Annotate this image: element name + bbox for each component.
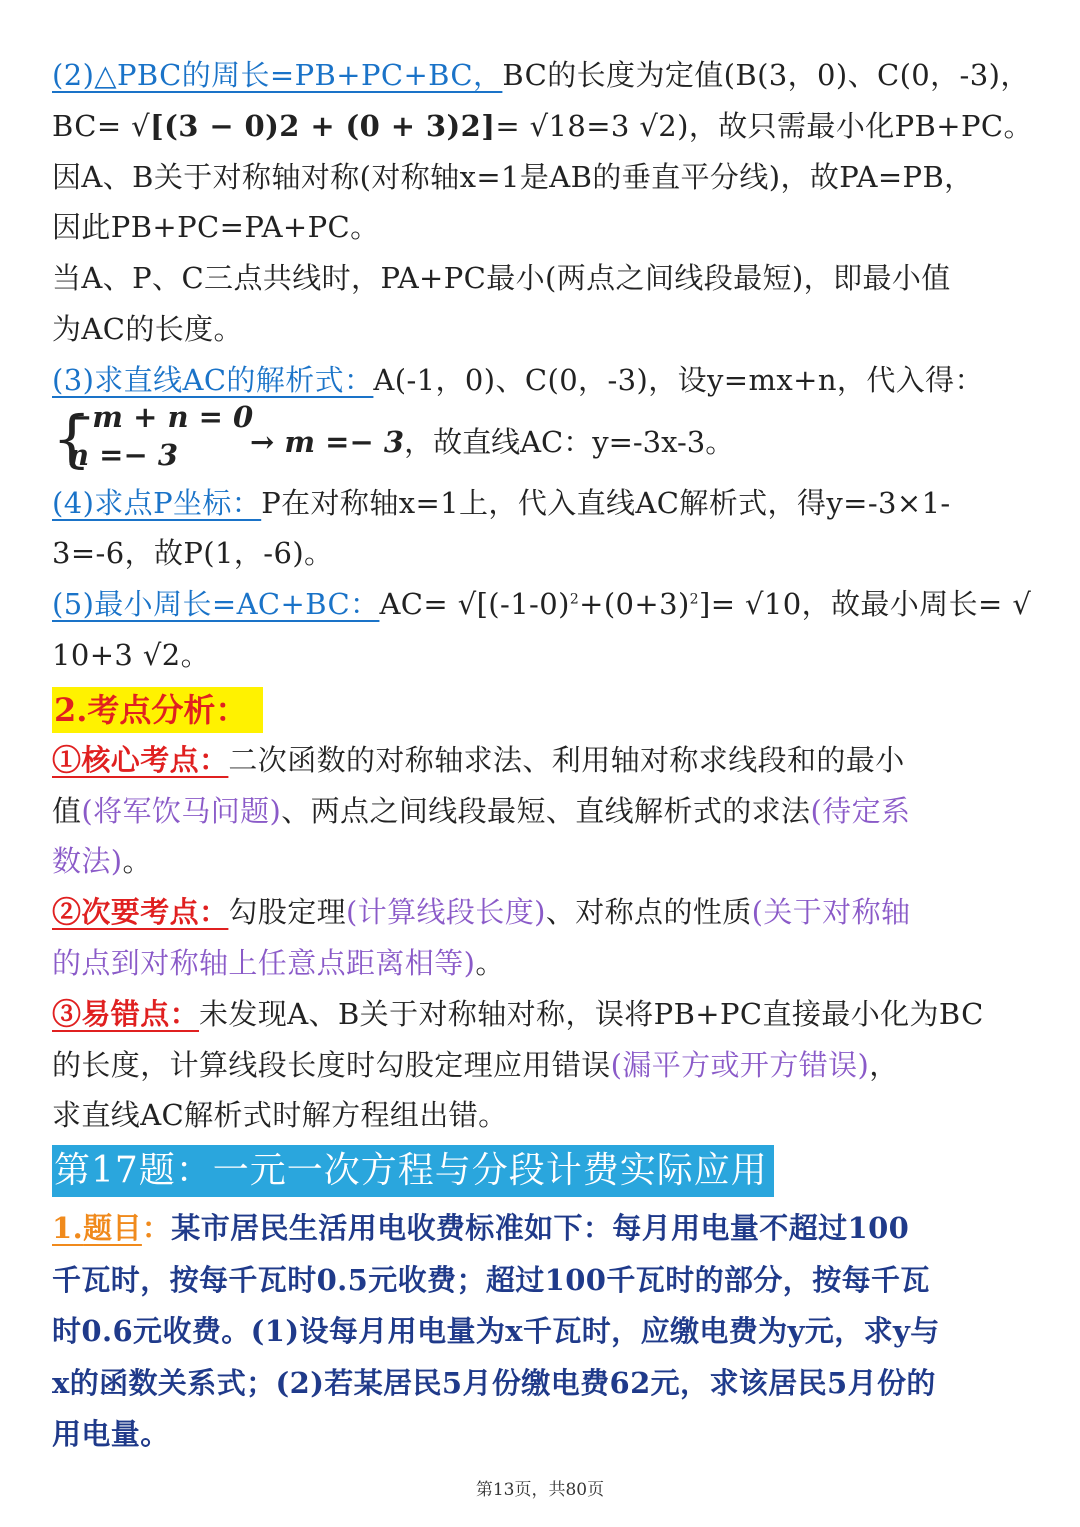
error-point-heading: ③易错点： <box>52 996 200 1031</box>
brace-symbol: { <box>52 401 92 475</box>
core-note-1: (将军饮马问题) <box>81 793 282 828</box>
result-line-ac: ，故直线AC：y=-3x-3。 <box>404 424 735 459</box>
page-footer: 第13页，共80页 <box>475 1480 605 1500</box>
secondary-point-line-1 <box>52 887 1032 938</box>
analysis-title-row <box>52 681 1032 735</box>
core-point-heading: ①核心考点： <box>52 742 229 777</box>
step-3-heading: (3)求直线AC的解析式： <box>52 362 374 397</box>
page-content <box>52 50 1032 1461</box>
problem-17-line-4: x的函数关系式；(2)若某居民5月份缴电费62元，求该居民5月份的 <box>52 1365 936 1400</box>
step-2-line-4: 因此PB+PC=PA+PC。 <box>52 210 380 245</box>
problem-17-banner: 第17题：一元一次方程与分段计费实际应用 <box>52 1145 774 1197</box>
problem-17-line-5: 用电量。 <box>52 1417 170 1452</box>
step-2-line-6: 为AC的长度。 <box>52 311 243 346</box>
step-2-text: BC的长度为定值(B(3，0)、C(0，-3)， <box>502 58 1030 92</box>
core-text-b: 、两点之间线段最短、直线解析式的求法 <box>281 793 811 828</box>
problem-17-line-3: 时0.6元收费。(1)设每月用电量为x千瓦时，应缴电费为y元，求y与 <box>52 1314 940 1349</box>
error-point-line-2 <box>52 1040 1032 1091</box>
solution-step-5 <box>52 579 1032 630</box>
error-text-a: 的长度，计算线段长度时勾股定理应用错误 <box>52 1047 611 1082</box>
problem-17-line-2: 千瓦时，按每千瓦时0.5元收费；超过100千瓦时的部分，按每千瓦 <box>52 1262 930 1297</box>
core-point-line-3 <box>52 836 1032 887</box>
equation-2: n =− 3 <box>68 437 179 472</box>
step-2-bc-formula: [(3 − 0)2 + (0 + 3)2] <box>150 108 496 143</box>
step-5-heading: (5)最小周长=AC+BC： <box>52 587 380 622</box>
step-2-line-2 <box>52 101 1032 152</box>
solution-step-3 <box>52 355 1032 406</box>
problem-17-banner-row <box>52 1141 1032 1203</box>
step-3-text: A(-1，0)、C(0，-3)，设y=mx+n，代入得： <box>373 362 984 397</box>
secondary-note-2: (关于对称轴 <box>751 895 911 930</box>
core-point-line-1 <box>52 735 1032 786</box>
problem-heading-word: 题目 <box>83 1211 142 1246</box>
step-2-line-5: 当A、P、C三点共线时，PA+PC最小(两点之间线段最短)，即最小值 <box>52 261 951 296</box>
secondary-text-b: 、对称点的性质 <box>545 895 752 930</box>
step-4-line-2: 3=-6，故P(1，-6)。 <box>52 536 334 571</box>
core-end: 。 <box>122 844 152 879</box>
superscript-2: 2 <box>689 591 699 608</box>
step-4-heading: (4)求点P坐标： <box>52 485 262 520</box>
step-5-text-a: AC= √[(-1-0) <box>379 587 570 622</box>
error-point-line-3: 求直线AC解析式时解方程组出错。 <box>52 1098 508 1133</box>
equation-system <box>52 399 1032 478</box>
superscript-1: 2 <box>569 591 580 608</box>
solution-step-2 <box>52 50 1032 101</box>
core-text-a: 值 <box>52 793 82 828</box>
result-m: → m =− 3 <box>250 424 405 459</box>
error-note: (漏平方或开方错误) <box>610 1047 870 1082</box>
secondary-note-3: 的点到对称轴上任意点距离相等) <box>52 945 476 980</box>
secondary-note-1: (计算线段长度) <box>346 895 546 930</box>
step-2-bc-prefix: BC= √ <box>52 108 151 143</box>
step-4-text: P在对称轴x=1上，代入直线AC解析式，得y=-3×1- <box>261 485 951 520</box>
problem-heading-number: 1. <box>52 1211 84 1246</box>
step-5-text-b: +(0+3) <box>579 587 690 622</box>
equation-result <box>250 420 734 461</box>
problem-17-line-1 <box>52 1203 1032 1255</box>
step-2-bc-result: = √18=3 √2)，故只需最小化PB+PC。 <box>495 108 1033 143</box>
analysis-title: 2.考点分析： <box>52 687 263 733</box>
error-point-line-1 <box>52 989 1032 1040</box>
equation-1: −m + n = 0 <box>68 399 254 434</box>
error-text-b: ， <box>869 1047 899 1082</box>
secondary-text-a: 勾股定理 <box>228 895 347 930</box>
step-2-line-3: 因A、B关于对称轴对称(对称轴x=1是AB的垂直平分线)，故PA=PB， <box>52 159 974 194</box>
core-point-text: 二次函数的对称轴求法、利用轴对称求线段和的最小 <box>228 742 905 777</box>
secondary-end: 。 <box>475 945 505 980</box>
step-5-line-2: 10+3 √2。 <box>52 637 210 672</box>
secondary-point-line-2 <box>52 938 1032 989</box>
core-note-3: 数法) <box>52 844 123 879</box>
problem-text-1: 某市居民生活用电收费标准如下：每月用电量不超过100 <box>171 1211 910 1246</box>
problem-heading-colon: ： <box>141 1211 172 1246</box>
step-2-heading: (2)△PBC的周长=PB+PC+BC， <box>52 58 503 92</box>
error-text: 未发现A、B关于对称轴对称，误将PB+PC直接最小化为BC <box>199 996 984 1031</box>
solution-step-4 <box>52 478 1032 529</box>
problem-heading <box>52 1211 142 1245</box>
core-note-2: (待定系 <box>810 793 911 828</box>
core-point-line-2 <box>52 786 1032 837</box>
secondary-point-heading: ②次要考点： <box>52 895 229 930</box>
step-5-text-c: ]= √10，故最小周长= √ <box>698 587 1032 622</box>
